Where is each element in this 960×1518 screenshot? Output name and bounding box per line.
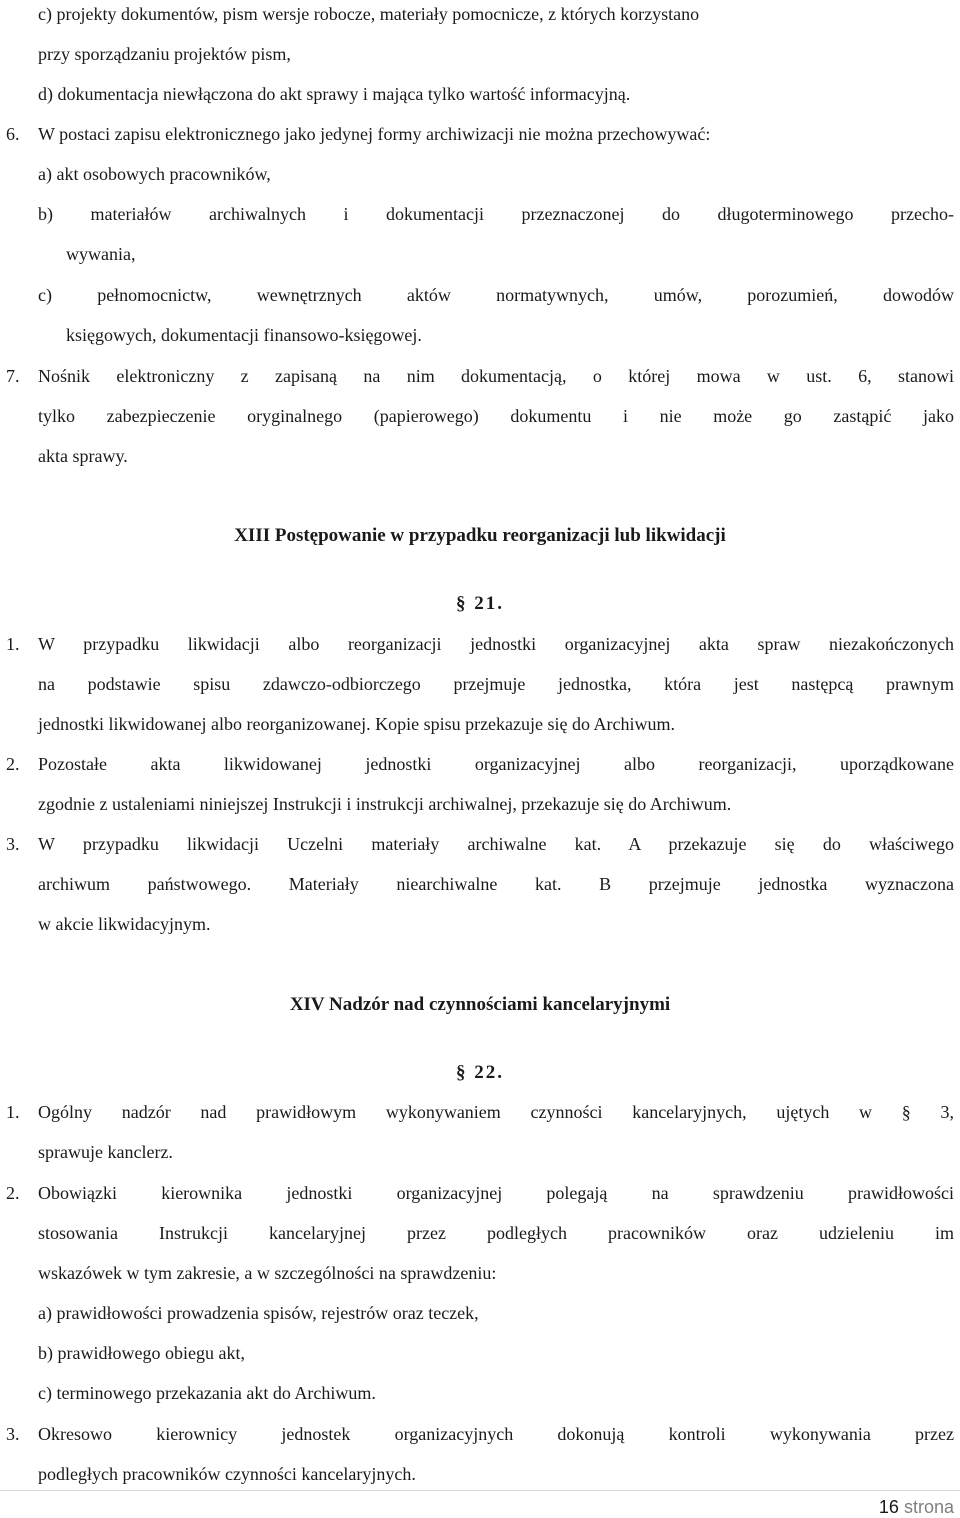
s13-item-1-line-2: na podstawie spisu zdawczo-odbiorczego przejmuje jednostka, która jest następcą prawnym: [38, 674, 954, 694]
s13-item-3-number: 3.: [6, 834, 20, 854]
point-6-text: W postaci zapisu elektronicznego jako jedynej formy archiwizacji nie można przechowywać:: [38, 124, 711, 144]
page-word: strona: [903, 1497, 954, 1517]
paragraph-21-sign: § 21.: [456, 593, 504, 614]
point-7-number: 7.: [6, 366, 20, 386]
s13-item-2-number: 2.: [6, 754, 20, 774]
list-item-a-personnel-files: a) akt osobowych pracowników,: [38, 164, 271, 184]
s14-item-2-line-3: wskazówek w tym zakresie, a w szczególności na sprawdzeniu:: [38, 1263, 497, 1283]
list-item-c-drafts: c) projekty dokumentów, pism wersje robocze, materiały pomocnicze, z których korzystano: [38, 4, 700, 24]
s13-item-1-line-1: W przypadku likwidacji albo reorganizacji jednostki organizacyjnej akta spraw niezakończonych: [38, 634, 954, 654]
s14-item-2-number: 2.: [6, 1183, 20, 1203]
s14-item-3-line-2: podległych pracowników czynności kancelaryjnych.: [38, 1464, 416, 1484]
s14-item-2-subitem-c: c) terminowego przekazania akt do Archiwum.: [38, 1383, 376, 1403]
s13-item-3-line-3: w akcie likwidacyjnym.: [38, 914, 211, 934]
s14-item-1-line-2: sprawuje kanclerz.: [38, 1142, 173, 1162]
s13-item-3-line-2: archiwum państwowego. Materiały niearchiwalne kat. B przejmuje jednostka wyznaczona: [38, 874, 954, 894]
s13-item-1-number: 1.: [6, 634, 20, 654]
point-7-text: Nośnik elektroniczny z zapisaną na nim dokumentacją, o której mowa w ust. 6, stanowi: [38, 366, 954, 386]
s14-item-1-line-1: Ogólny nadzór nad prawidłowym wykonywaniem czynności kancelaryjnych, ujętych w § 3,: [38, 1102, 954, 1122]
list-item-c-powers-of-attorney-cont: księgowych, dokumentacji finansowo-księgowej.: [66, 325, 422, 345]
s14-item-2-subitem-a: a) prawidłowości prowadzenia spisów, rejestrów oraz teczek,: [38, 1303, 479, 1323]
s13-item-1-line-3: jednostki likwidowanej albo reorganizowanej. Kopie spisu przekazuje się do Archiwum.: [38, 714, 676, 734]
list-item-b-archival-materials-cont: wywania,: [66, 244, 136, 264]
section-13-heading: XIII Postępowanie w przypadku reorganizacji lub likwidacji: [234, 525, 726, 546]
page-footer: [879, 1497, 954, 1518]
s13-item-2-line-2: zgodnie z ustaleniami niniejszej Instrukcji i instrukcji archiwalnej, przekazuje się do Archiwum.: [38, 794, 732, 814]
s14-item-2-line-1: Obowiązki kierownika jednostki organizacyjnej polegają na sprawdzeniu prawidłowości: [38, 1183, 954, 1203]
paragraph-22-sign: § 22.: [456, 1062, 504, 1083]
s13-item-2-line-1: Pozostałe akta likwidowanej jednostki organizacyjnej albo reorganizacji, uporządkowane: [38, 754, 954, 774]
list-item-b-archival-materials: b) materiałów archiwalnych i dokumentacji przeznaczonej do długoterminowego przecho-: [38, 204, 954, 224]
point-7-text-end: akta sprawy.: [38, 446, 128, 466]
footer-divider: [0, 1490, 960, 1491]
list-item-c-drafts-cont: przy sporządzaniu projektów pism,: [38, 44, 291, 64]
list-item-c-powers-of-attorney: c) pełnomocnictw, wewnętrznych aktów normatywnych, umów, porozumień, dowodów: [38, 285, 954, 305]
s13-item-3-line-1: W przypadku likwidacji Uczelni materiały archiwalne kat. A przekazuje się do właściwego: [38, 834, 954, 854]
s14-item-3-line-1: Okresowo kierownicy jednostek organizacyjnych dokonują kontroli wykonywania przez: [38, 1424, 954, 1444]
s14-item-3-number: 3.: [6, 1424, 20, 1444]
point-6-number: 6.: [6, 124, 20, 144]
s14-item-1-number: 1.: [6, 1102, 20, 1122]
list-item-d-documentation: d) dokumentacja niewłączona do akt sprawy i mająca tylko wartość informacyjną.: [38, 84, 631, 104]
section-14-heading: XIV Nadzór nad czynnościami kancelaryjnymi: [289, 994, 671, 1015]
s14-item-2-line-2: stosowania Instrukcji kancelaryjnej przez podległych pracowników oraz udzieleniu im: [38, 1223, 954, 1243]
s14-item-2-subitem-b: b) prawidłowego obiegu akt,: [38, 1343, 245, 1363]
page-number: 16: [878, 1497, 899, 1517]
point-7-text-cont: tylko zabezpieczenie oryginalnego (papierowego) dokumentu i nie może go zastąpić jako: [38, 406, 954, 426]
